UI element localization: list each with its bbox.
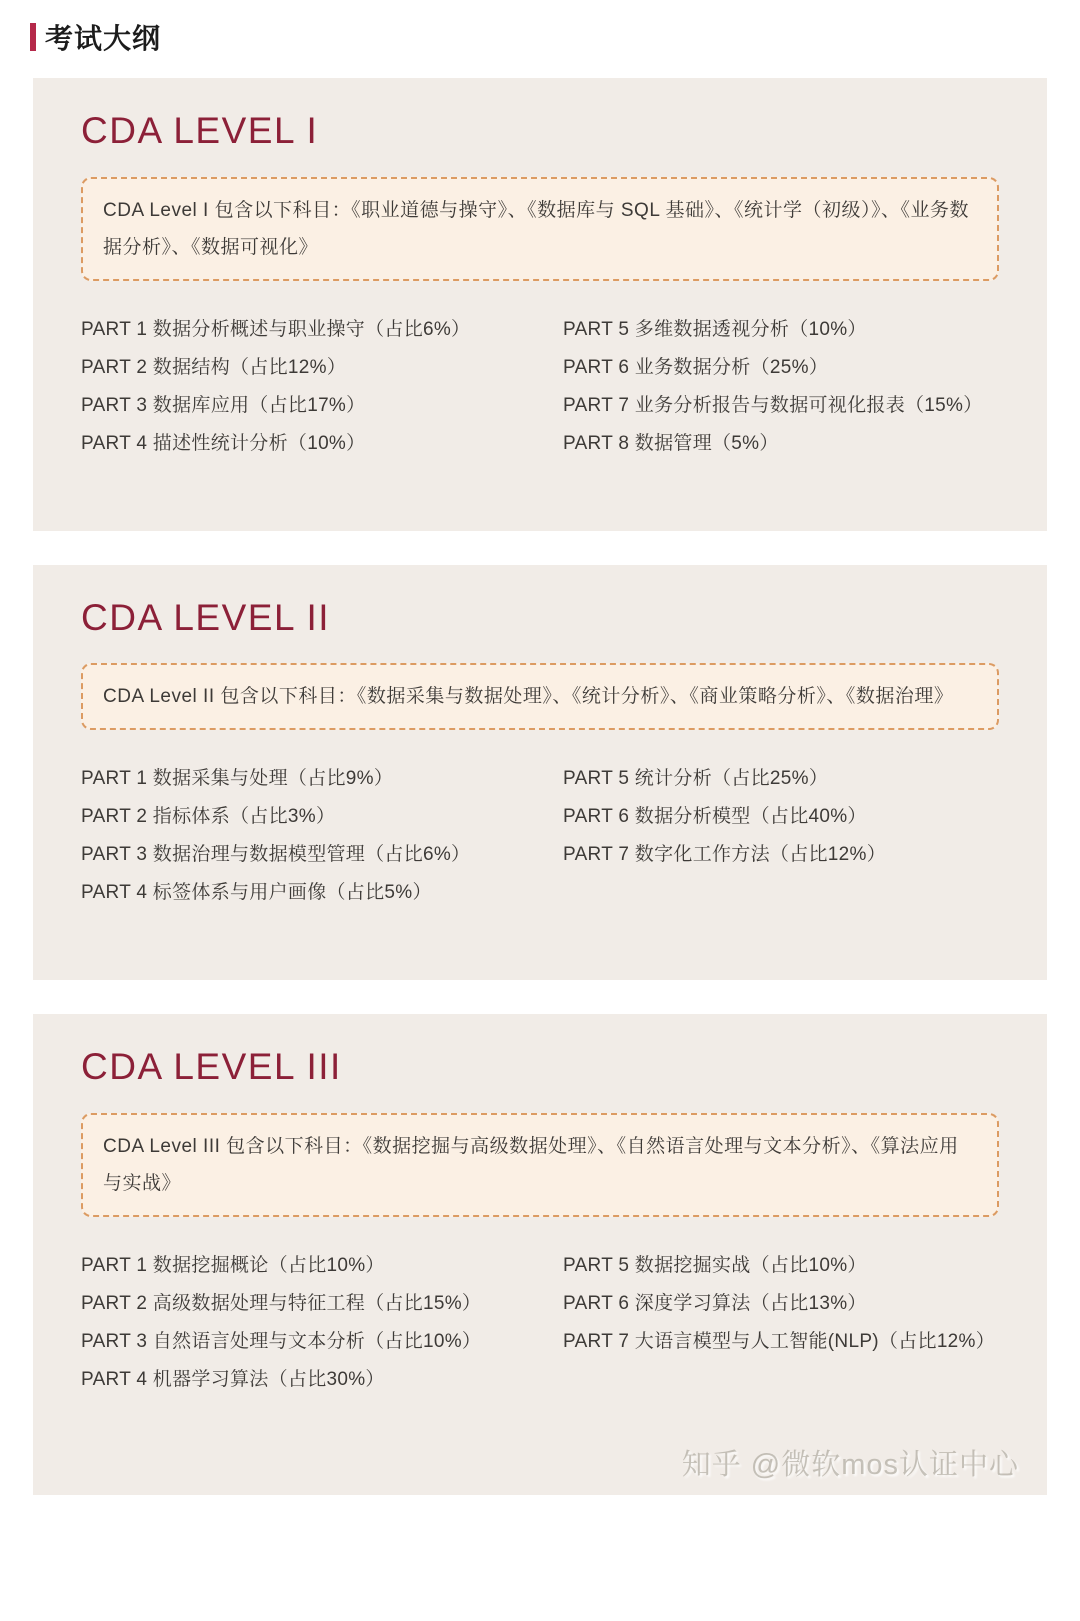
part-item: PART 7 大语言模型与人工智能(NLP)（占比12%）: [563, 1330, 996, 1352]
cda-level-3-card: [33, 1014, 1047, 1495]
part-item: PART 2 指标体系（占比3%）: [81, 806, 336, 828]
part-item: PART 6 深度学习算法（占比13%）: [563, 1292, 867, 1314]
part-item: PART 2 高级数据处理与特征工程（占比15%）: [81, 1292, 482, 1314]
part-item: PART 6 业务数据分析（25%）: [563, 356, 829, 378]
level-2-parts: [81, 760, 999, 912]
page-header: [30, 20, 1080, 54]
header-accent-bar-icon: [30, 23, 36, 51]
part-item: PART 7 数字化工作方法（占比12%）: [563, 844, 887, 866]
level-1-subjects-note: [81, 177, 999, 281]
part-item: PART 1 数据采集与处理（占比9%）: [81, 768, 394, 790]
part-item: PART 3 数据库应用（占比17%）: [81, 394, 366, 416]
level-2-subjects-text: CDA Level II 包含以下科目：《数据采集与数据处理》、《统计分析》、《商业策略分析》、《数据治理》: [103, 686, 954, 708]
level-1-parts: [81, 311, 999, 463]
part-item: PART 1 数据挖掘概论（占比10%）: [81, 1254, 385, 1276]
level-2-subjects-note: [81, 663, 999, 730]
level-3-subjects-note: [81, 1113, 999, 1217]
part-item: PART 3 数据治理与数据模型管理（占比6%）: [81, 844, 471, 866]
part-item: PART 4 机器学习算法（占比30%）: [81, 1368, 385, 1390]
zhihu-watermark: 知乎 @微软mos认证中心: [681, 1448, 1019, 1481]
level-3-subjects-text: CDA Level III 包含以下科目：《数据挖掘与高级数据处理》、《自然语言处理与文本分析》、《算法应用与实战》: [103, 1135, 959, 1194]
part-item: PART 4 标签体系与用户画像（占比5%）: [81, 882, 432, 904]
level-1-title: CDA LEVEL I: [81, 110, 319, 151]
part-item: PART 3 自然语言处理与文本分析（占比10%）: [81, 1330, 482, 1352]
part-item: PART 5 统计分析（占比25%）: [563, 768, 829, 790]
level-3-parts: [81, 1247, 999, 1399]
level-2-parts-left-column: [81, 760, 563, 912]
level-2-parts-right-column: [563, 760, 999, 912]
part-item: PART 4 描述性统计分析（10%）: [81, 432, 366, 454]
level-1-parts-right-column: [563, 311, 999, 463]
cda-level-2-card: [33, 565, 1047, 981]
part-item: PART 8 数据管理（5%）: [563, 432, 779, 454]
part-item: PART 5 数据挖掘实战（占比10%）: [563, 1254, 867, 1276]
part-item: PART 7 业务分析报告与数据可视化报表（15%）: [563, 394, 983, 416]
part-item: PART 5 多维数据透视分析（10%）: [563, 318, 867, 340]
level-3-parts-left-column: [81, 1247, 563, 1399]
page-title: 考试大纲: [45, 23, 162, 54]
part-item: PART 1 数据分析概述与职业操守（占比6%）: [81, 318, 471, 340]
part-item: PART 6 数据分析模型（占比40%）: [563, 806, 867, 828]
part-item: PART 2 数据结构（占比12%）: [81, 356, 347, 378]
level-1-parts-left-column: [81, 311, 563, 463]
level-2-title: CDA LEVEL II: [81, 596, 331, 638]
level-3-title: CDA LEVEL III: [81, 1046, 342, 1088]
level-3-parts-right-column: [563, 1247, 999, 1399]
level-1-subjects-text: CDA Level I 包含以下科目：《职业道德与操守》、《数据库与 SQL 基础》、《统计学（初级）》、《业务数据分析》、《数据可视化》: [103, 199, 969, 258]
cda-level-1-card: [33, 78, 1047, 531]
